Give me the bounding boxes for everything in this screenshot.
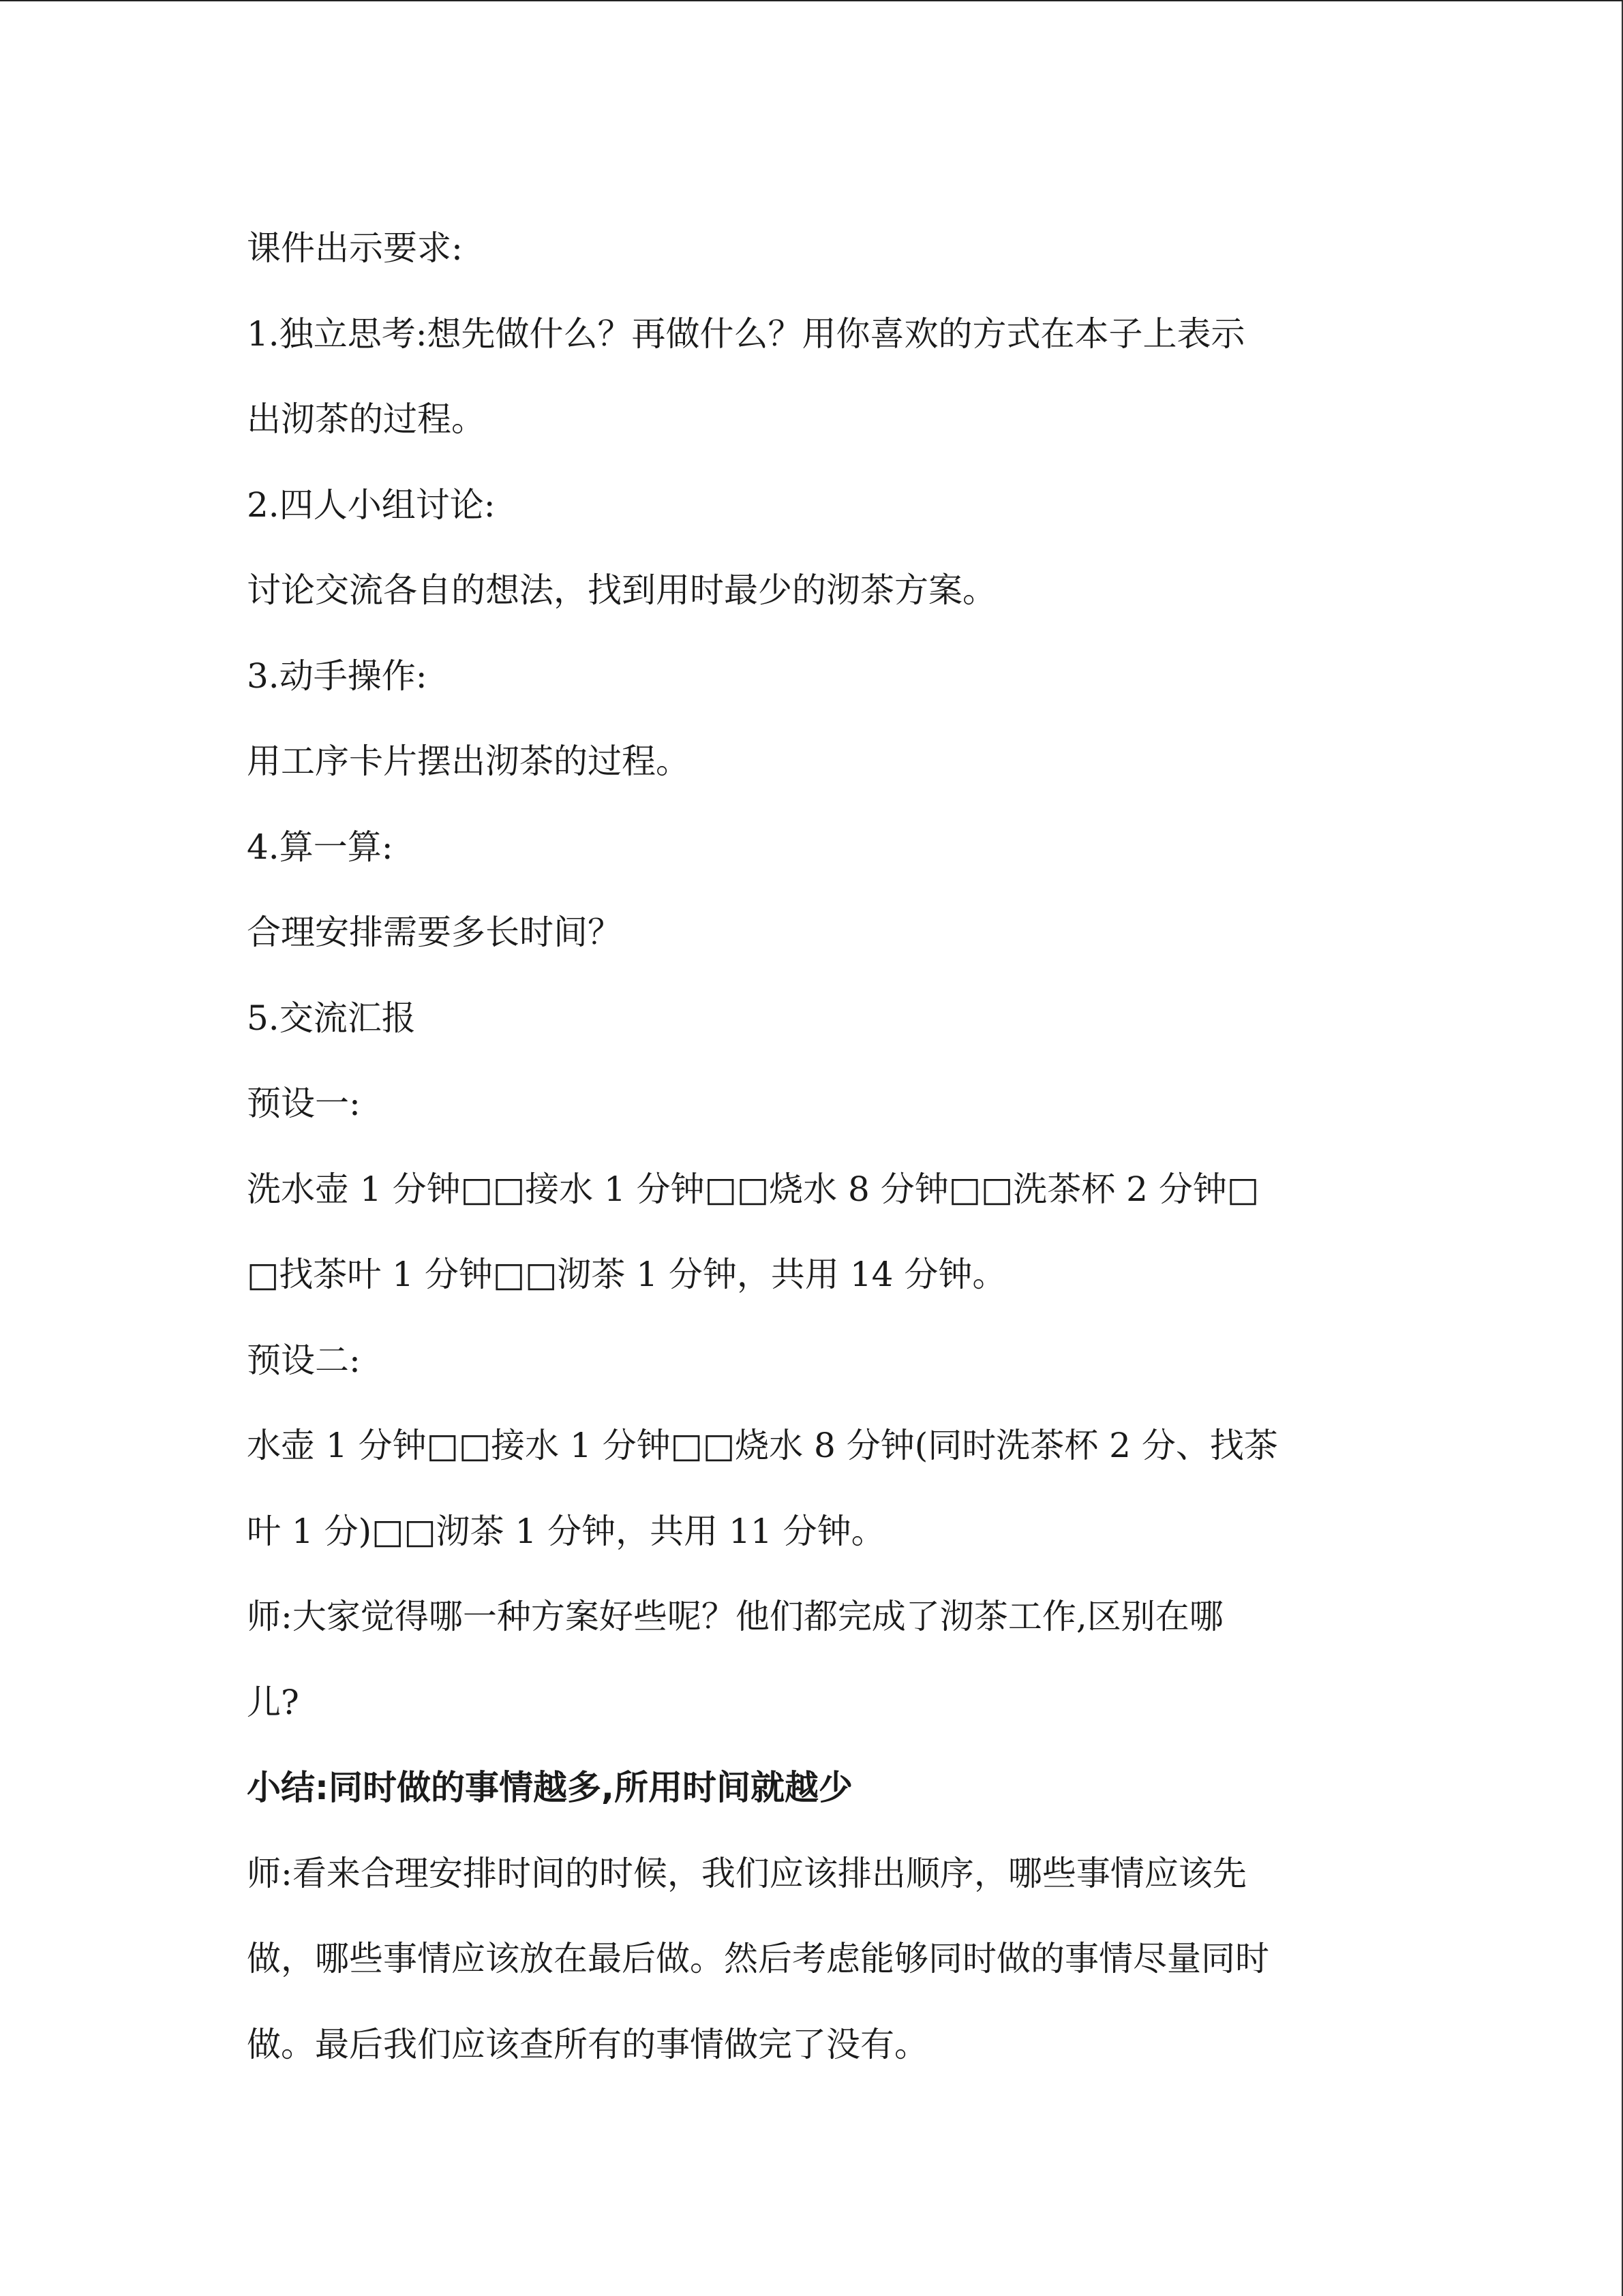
preset-1-line-1: 洗水壶 1 分钟□□接水 1 分钟□□烧水 8 分钟□□洗茶杯 2 分钟□ [247, 1169, 1260, 1209]
step-3-heading: 3.动手操作: [247, 656, 427, 696]
document-body [247, 206, 1378, 2087]
teacher-conclusion-line-3: 做。最后我们应该查所有的事情做完了没有。 [247, 2024, 928, 2064]
teacher-question-line-2: 儿? [247, 1682, 299, 1722]
preset-1-line-2: □找茶叶 1 分钟□□沏茶 1 分钟，共用 14 分钟。 [247, 1255, 1007, 1294]
step-5-heading: 5.交流汇报 [247, 998, 416, 1038]
teacher-conclusion-line-1: 师:看来合理安排时间的时候，我们应该排出顺序，哪些事情应该先 [247, 1853, 1247, 1893]
preset-2-line-1: 水壶 1 分钟□□接水 1 分钟□□烧水 8 分钟(同时洗茶杯 2 分、找茶 [247, 1426, 1278, 1465]
step-2-text: 讨论交流各自的想法，找到用时最少的沏茶方案。 [247, 570, 997, 610]
step-1-line-1: 1.独立思考:想先做什么？再做什么？用你喜欢的方式在本子上表示 [247, 313, 1245, 354]
preset-2-line-2: 叶 1 分)□□沏茶 1 分钟，共用 11 分钟。 [247, 1511, 885, 1551]
step-3-text: 用工序卡片摆出沏茶的过程。 [247, 741, 690, 781]
step-2-heading: 2.四人小组讨论: [247, 485, 496, 525]
teacher-conclusion-line-2: 做，哪些事情应该放在最后做。然后考虑能够同时做的事情尽量同时 [247, 1939, 1269, 1978]
step-4-text: 合理安排需要多长时间？ [247, 913, 622, 952]
step-1-line-2: 出沏茶的过程。 [247, 399, 485, 439]
preset-1-heading: 预设一: [247, 1084, 361, 1123]
teacher-question-line-1: 师:大家觉得哪一种方案好些呢？他们都完成了沏茶工作,区别在哪 [247, 1597, 1224, 1636]
preset-2-heading: 预设二: [247, 1340, 361, 1380]
step-4-heading: 4.算一算: [247, 827, 393, 867]
heading-courseware-requirements: 课件出示要求: [247, 228, 463, 268]
summary-line: 小结:同时做的事情越多,所用时间就越少 [247, 1768, 853, 1807]
